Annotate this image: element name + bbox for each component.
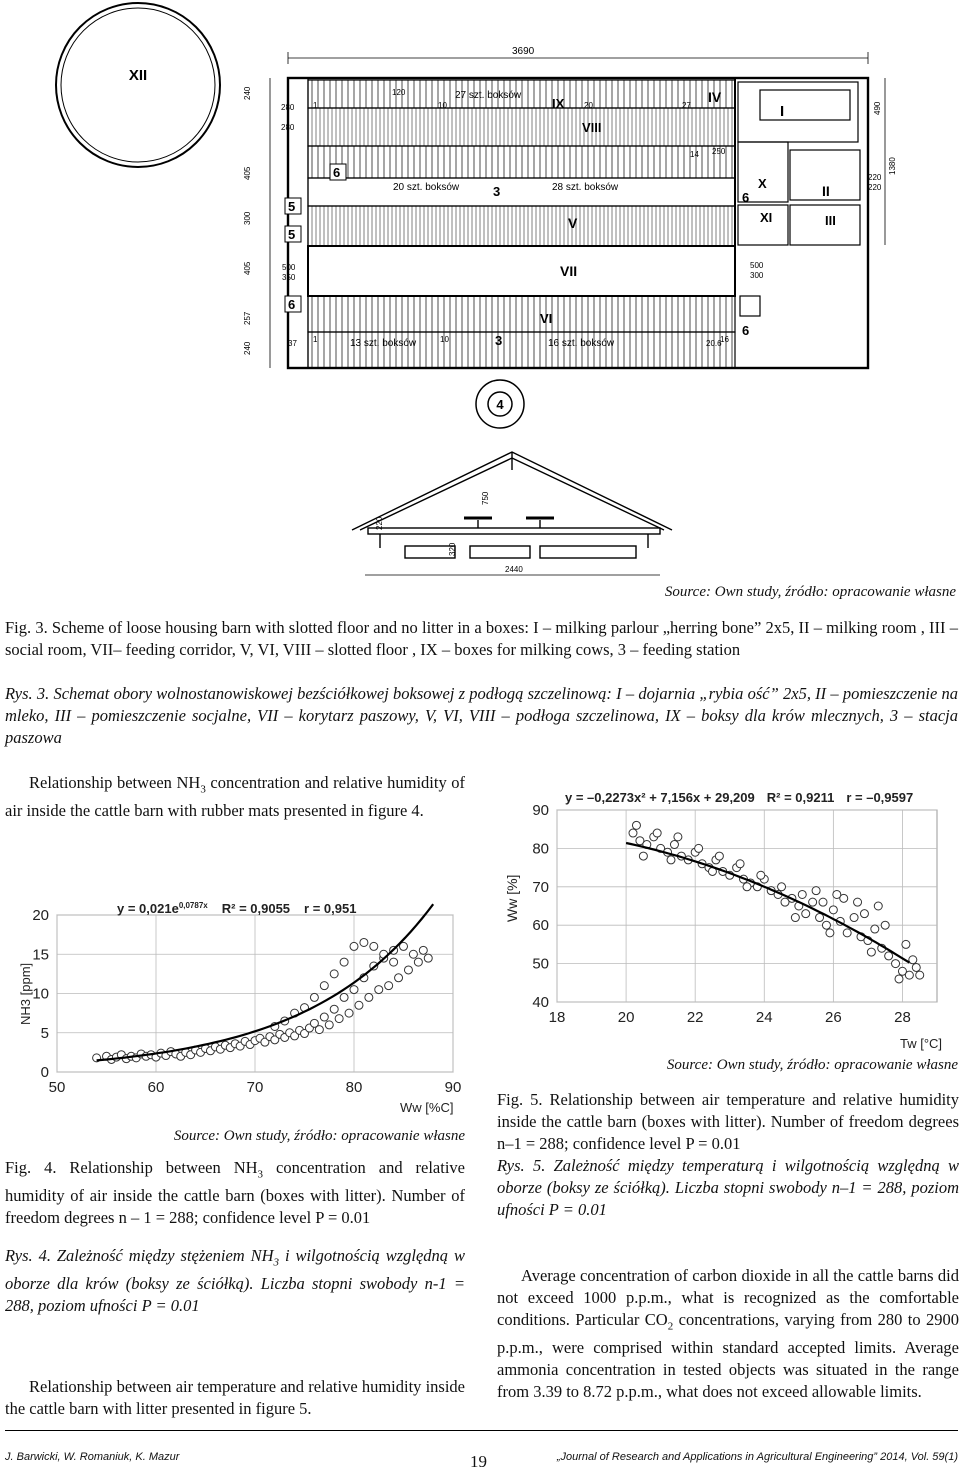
data-point: [390, 958, 398, 966]
data-point: [310, 993, 318, 1001]
data-point: [871, 925, 879, 933]
data-point: [916, 971, 924, 979]
figure-5-chart: [495, 782, 957, 1054]
data-point: [350, 986, 358, 994]
plan-num-10a: 10: [438, 101, 447, 110]
dim-right-3: 220: [868, 173, 882, 182]
page-number: 19: [470, 1452, 487, 1471]
data-point: [816, 914, 824, 922]
footer-journal: „Journal of Research and Applications in Agricultural Engineering” 2014, Vol. 59(1): [556, 1451, 958, 1463]
data-point: [757, 871, 765, 879]
data-point: [743, 883, 751, 891]
data-point: [778, 883, 786, 891]
data-point: [854, 898, 862, 906]
room-iii-label: III: [825, 213, 836, 228]
plan-num-250: 250: [712, 147, 726, 156]
figure-5-source: Source: Own study, źródło: opracowanie własne: [666, 1057, 958, 1073]
dim-right-4: 220: [868, 183, 882, 192]
data-point: [892, 960, 900, 968]
data-point: [826, 929, 834, 937]
data-point: [395, 974, 403, 982]
plan-num-14: 14: [690, 150, 699, 159]
room-x-label: X: [758, 176, 767, 191]
dim-left-1: 240: [243, 86, 252, 100]
x-tick-label: 60: [147, 1079, 165, 1096]
data-point: [881, 921, 889, 929]
svg-text:6: 6: [742, 323, 750, 338]
data-point: [320, 1013, 328, 1021]
plan-boxes-27: 27 szt. boksów: [455, 90, 522, 101]
barn-plan-drawing: [0, 0, 960, 600]
section-height: 750: [481, 491, 490, 505]
data-point: [809, 898, 817, 906]
data-point: [424, 954, 432, 962]
data-point: [867, 948, 875, 956]
room-iv-label: IV: [708, 89, 722, 105]
data-point: [791, 914, 799, 922]
plan-boxes-13: 13 szt. boksów: [350, 338, 417, 349]
data-point: [798, 890, 806, 898]
y-tick-label: 90: [532, 802, 549, 819]
dim-left-4: 405: [243, 166, 252, 180]
plan-total-width: 3690: [512, 46, 535, 57]
footer-authors: J. Barwicki, W. Romaniuk, K. Mazur: [5, 1451, 180, 1463]
room-v-label: V: [568, 215, 578, 231]
data-point: [335, 1015, 343, 1023]
data-point: [414, 958, 422, 966]
data-point: [330, 970, 338, 978]
data-point: [736, 860, 744, 868]
y-tick-label: 80: [532, 840, 549, 858]
data-point: [639, 852, 647, 860]
data-point: [850, 914, 858, 922]
plan-num-120: 120: [392, 88, 406, 97]
plan-boxes-28: 28 szt. boksów: [552, 182, 619, 193]
figure-3-drawing: [0, 0, 960, 600]
fig4-ylabel: NH3 [ppm]: [18, 962, 33, 1025]
paragraph-co2-nh3: Average concentration of carbon dioxide in all the cattle barns did not exceed 1000 p.p.m., what is recognized as the comfortable conditions. Particular $CO_2$ concentrations, varying from 280 to 2900 p.p.m., were comprised within standard accepted limits. Average ammonia concentration in tested objects was situated in the range from 3.39 to 8.72 p.p.m., what does not exceed allowable limits.: [497, 1266, 959, 1402]
x-tick-label: 20: [617, 1009, 635, 1026]
dim-left-2: 280: [281, 103, 295, 112]
data-point: [340, 958, 348, 966]
plan-num-20-6: 20.6: [706, 339, 722, 348]
fig4-xlabel: Ww [%C]: [400, 1100, 454, 1115]
figure-4-caption-pl: Rys. 4. Zależność między stężeniem $NH_3$ i wilgotnością względną w oborze dla krów (boksy ze ściółką). Liczba stopni swobody n-1 = 288, poziom ufności P = 0.01: [5, 1246, 465, 1316]
data-point: [325, 1021, 333, 1029]
room-i-label: I: [780, 103, 785, 120]
figure-3-caption-en: Fig. 3. Scheme of loose housing barn with slotted floor and no litter in a boxes: I – milking parlour „herring bone” 2x5, II – milking room , III – social room, VII– feeding corridor, V, VI, VIII – slotted floor , IX – boxes for milking cows, 3 – feeding station: [5, 618, 958, 659]
fig5-xlabel: Tw [°C]: [900, 1036, 943, 1051]
fig5-equation: y = –0,2273x² + 7,156x + 29,209 R² = 0,9211 r = –0,9597: [565, 790, 914, 805]
svg-text:5: 5: [288, 227, 296, 242]
data-point: [653, 829, 661, 837]
room-ii-label: II: [822, 183, 830, 199]
data-point: [822, 921, 830, 929]
room-xi-label: XI: [760, 210, 773, 225]
x-tick-label: 22: [686, 1009, 704, 1026]
y-tick-label: 10: [32, 985, 49, 1003]
data-point: [912, 963, 920, 971]
data-point: [385, 982, 393, 990]
figure-3-caption-pl: Rys. 3. Schemat obory wolnostanowiskowej bezściółkowej boksowej z podłogą szczelinową: I – dojarnia „rybia ość” 2x5, II – pomieszczenie na mleko, III – pomieszczenie socjalne, VII – korytarz paszowy, V, VI, VIII – podłoga szczelinowa, IX – boksy dla krów mlecznych, 3 – stacja paszowa: [5, 684, 958, 747]
data-point: [360, 938, 368, 946]
room-xii-label: XII: [128, 67, 148, 84]
svg-text:6: 6: [742, 190, 750, 205]
data-point: [667, 856, 675, 864]
plan-num-1b: 1: [313, 335, 318, 344]
data-point: [812, 887, 820, 895]
data-point: [320, 982, 328, 990]
data-point: [375, 986, 383, 994]
data-point: [674, 833, 682, 841]
data-point: [860, 910, 868, 918]
dim-left-7: 257: [243, 311, 252, 325]
data-point: [315, 1026, 323, 1034]
x-tick-label: 80: [345, 1079, 363, 1096]
data-point: [370, 942, 378, 950]
data-point: [345, 1009, 353, 1017]
data-point: [895, 975, 903, 983]
plan-num-16: 16: [720, 335, 729, 344]
data-point: [340, 993, 348, 1001]
svg-text:3: 3: [495, 333, 503, 348]
plan-num-300: 300: [750, 271, 764, 280]
plan-num-37: 37: [288, 339, 297, 348]
plan-num-10b: 10: [440, 335, 449, 344]
figure-3-source: Source: Own study, źródło: opracowanie własne: [664, 584, 956, 600]
data-point: [330, 1005, 338, 1013]
plan-num-1a: 1: [313, 101, 318, 110]
section-width: 2440: [505, 565, 523, 574]
plan-num-20: 20: [584, 101, 593, 110]
svg-text:6: 6: [288, 297, 296, 312]
data-point: [802, 910, 810, 918]
x-tick-label: 28: [894, 1009, 911, 1026]
section-d1: 220: [375, 516, 384, 530]
figure-4-caption-en: Fig. 4. Relationship between $NH_3$ concentration and relative humidity of air inside the cattle barn (boxes with litter). Number of freedom degrees n – 1 = 288; confidence level P = 0.01: [5, 1158, 465, 1228]
plan-num-27: 27: [682, 101, 691, 110]
svg-text:5: 5: [288, 199, 296, 214]
dim-left-6: 405: [243, 261, 252, 275]
data-point: [365, 993, 373, 1001]
paragraph-fig4-intro: Relationship between $NH_3$ concentration and relative humidity of air inside the cattle barn with rubber mats presented in figure 4.: [5, 773, 465, 821]
feeding-station: [476, 380, 524, 428]
y-tick-label: 70: [532, 878, 549, 896]
data-point: [905, 971, 913, 979]
data-point: [670, 841, 678, 849]
y-tick-label: 60: [532, 917, 549, 935]
dim-left-5: 300: [243, 211, 252, 225]
dim-right-2: 1380: [888, 157, 897, 175]
data-point: [419, 946, 427, 954]
data-point: [355, 1001, 363, 1009]
x-tick-label: 50: [48, 1079, 66, 1096]
data-point: [909, 956, 917, 964]
plan-num-350: 350: [282, 273, 296, 282]
y-tick-label: 50: [532, 955, 549, 973]
data-point: [404, 966, 412, 974]
fig5-ylabel: Ww [%]: [504, 874, 520, 922]
figure-4-source: Source: Own study, źródło: opracowanie własne: [173, 1128, 465, 1144]
feeding-station-label: 4: [496, 397, 504, 412]
y-tick-label: 40: [532, 994, 549, 1011]
plan-boxes-20: 20 szt. boksów: [393, 182, 460, 193]
plan-boxes-16: 16 szt. boksów: [548, 338, 615, 349]
svg-text:6: 6: [333, 165, 341, 180]
y-tick-label: 0: [40, 1064, 49, 1081]
data-point: [833, 890, 841, 898]
data-point: [902, 940, 910, 948]
data-point: [715, 852, 723, 860]
y-tick-label: 15: [32, 946, 49, 964]
stall-hatching: [312, 80, 732, 368]
dim-right-1: 490: [873, 101, 882, 115]
data-point: [819, 898, 827, 906]
data-point: [843, 929, 851, 937]
room-vi-label: VI: [540, 311, 553, 326]
figure-4-chart: [5, 895, 465, 1120]
room-vii-label: VII: [560, 263, 578, 279]
x-tick-label: 24: [755, 1009, 773, 1026]
y-tick-label: 20: [32, 907, 49, 924]
data-point: [829, 906, 837, 914]
figure-5-caption-pl: Rys. 5. Zależność między temperaturą i wilgotnością względną w oborze (boksy ze ściółką). Liczba stopni swobody n–1 = 288, poziom ufności P = 0.01: [497, 1156, 959, 1219]
barn-cross-section: [352, 452, 672, 575]
data-point: [885, 952, 893, 960]
x-tick-label: 70: [246, 1079, 264, 1096]
data-point: [874, 902, 882, 910]
data-point: [350, 942, 358, 950]
data-point: [632, 821, 640, 829]
data-point: [409, 950, 417, 958]
room-viii-label: VIII: [582, 120, 602, 135]
figure-5-caption-en: Fig. 5. Relationship between air temperature and relative humidity inside the cattle barn (boxes with litter). Number of freedom degrees n–1 = 288; confidence level P = 0.01: [497, 1090, 959, 1153]
svg-text:3: 3: [493, 184, 501, 199]
dim-left-8: 240: [243, 341, 252, 355]
data-point: [695, 844, 703, 852]
room-ix-label: IX: [552, 96, 565, 111]
plan-num-500a: 500: [282, 263, 296, 272]
x-tick-label: 90: [444, 1079, 462, 1096]
x-tick-label: 26: [825, 1009, 842, 1026]
footer-rule: [5, 1430, 958, 1431]
paragraph-fig5-intro: Relationship between air temperature and relative humidity inside the cattle barn with litter presented in figure 5.: [5, 1377, 465, 1418]
fig4-equation: $y = 0,021e^{0,0787x}$ R² = 0,9055 r = 0,951: [117, 901, 357, 916]
plan-num-500b: 500: [750, 261, 764, 270]
dim-left-3: 280: [281, 123, 295, 132]
section-d2: 320: [448, 542, 457, 556]
y-tick-label: 5: [40, 1024, 49, 1042]
data-point: [629, 829, 637, 837]
x-tick-label: 18: [548, 1009, 566, 1026]
